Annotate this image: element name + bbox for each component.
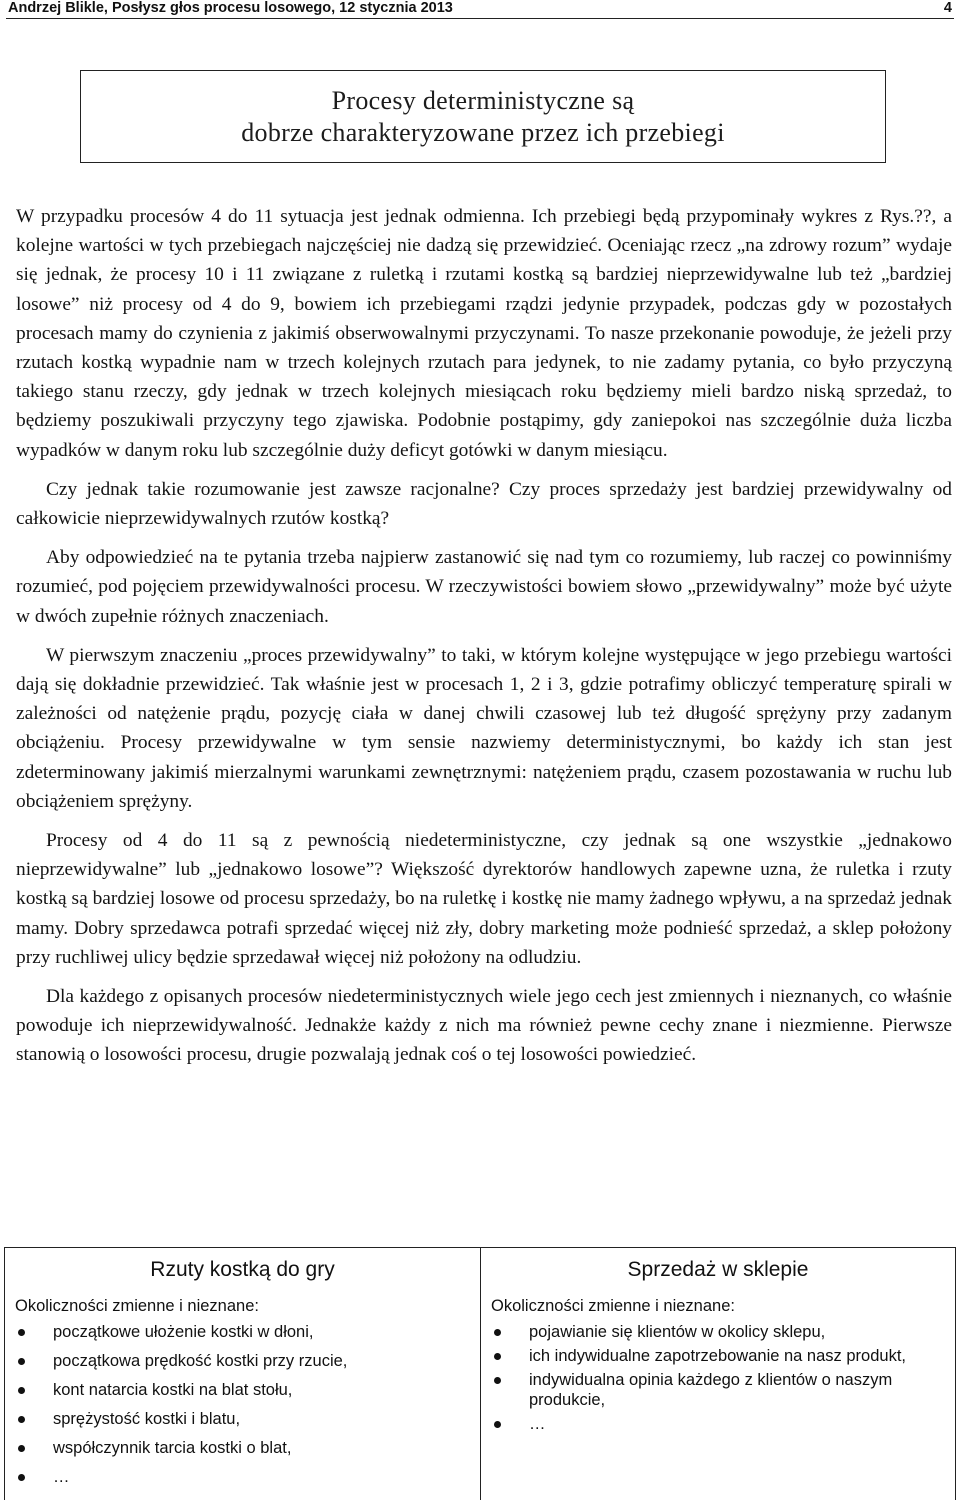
paragraph-3: Aby odpowiedzieć na te pytania trzeba najpierw zastanowić się nad tym co rozumiemy, lub raczej co powinniśmy rozumieć, pod pojęciem przewidywalności procesu. W rzeczywistości bowiem słowo „przewidywalny” może być użyte w dwóch zupełnie różnych znaczeniach.	[16, 547, 952, 627]
bullet-icon	[18, 1445, 25, 1452]
list-item-text: początkowa prędkość kostki przy rzucie,	[53, 1352, 348, 1370]
paragraph-6: Dla każdego z opisanych procesów niedeterministycznych wiele jego cech jest zmiennych i nieznanych, co właśnie powoduje ich nieprzewidywalność. Jednakże każdy z nich ma również pewne cechy znane i niezmienne. Pierwsze stanowią o losowości procesu, drugie pozwalają jednak coś o tej losowości powiedzieć.	[16, 986, 952, 1066]
bullet-icon	[494, 1377, 501, 1384]
section-title-box	[80, 70, 886, 163]
shop-box-subheading: Okoliczności zmienne i nieznane:	[491, 1297, 735, 1315]
paragraph-5: Procesy od 4 do 11 są z pewnością niedeterministyczne, czy jednak są one wszystkie „jednakowo nieprzewidywalne” lub „jednakowo losowe”? Większość dyrektorów handlowych zapewne uzna, że ruletka i rzuty kostką są bardziej losowe od procesu sprzedaży, bo na ruletkę i kostkę nie mamy żadnego wpływu, a na sprzedaż jednak mamy. Dobry sprzedawca potrafi sprzedać więcej niż zły, dobry marketing może podnieść sprzedaż, a sklep położony przy ruchliwej ulicy będzie sprzedawał więcej niż położony na odludziu.	[16, 830, 952, 968]
list-item	[491, 1414, 931, 1434]
list-item-text: …	[529, 1415, 546, 1433]
bullet-icon	[18, 1474, 25, 1481]
dice-box	[4, 1247, 480, 1500]
bullet-icon	[494, 1353, 501, 1360]
header-rule	[6, 18, 954, 19]
header-title: Andrzej Blikle, Posłysz głos procesu losowego, 12 stycznia 2013	[8, 0, 453, 16]
list-item-text: indywidualna opinia każdego z klientów o naszym produkcie,	[529, 1371, 893, 1409]
list-item-text: kont natarcia kostki na blat stołu,	[53, 1381, 293, 1399]
bullet-icon	[18, 1358, 25, 1365]
dice-box-heading: Rzuty kostką do gry	[150, 1258, 335, 1281]
list-item	[491, 1322, 931, 1342]
list-item-text: początkowe ułożenie kostki w dłoni,	[53, 1323, 314, 1341]
bullet-icon	[494, 1421, 501, 1428]
list-item-text: sprężystość kostki i blatu,	[53, 1410, 241, 1428]
bullet-icon	[18, 1329, 25, 1336]
dice-box-subheading: Okoliczności zmienne i nieznane:	[15, 1297, 259, 1315]
list-item-text: ich indywidualne zapotrzebowanie na nasz produkt,	[529, 1347, 906, 1365]
section-title-line-2: dobrze charakteryzowane przez ich przebiegi	[241, 118, 725, 147]
page-number: 4	[943, 0, 952, 16]
list-item	[15, 1380, 455, 1400]
paragraph-2: Czy jednak takie rozumowanie jest zawsze racjonalne? Czy proces sprzedaży jest bardziej przewidywalny od całkowicie nieprzewidywalnych rzutów kostką?	[16, 478, 952, 530]
body-text	[16, 202, 952, 1080]
bullet-icon	[494, 1329, 501, 1336]
list-item	[15, 1438, 455, 1458]
list-item-text: pojawianie się klientów w okolicy sklepu,	[529, 1323, 826, 1341]
list-item-text: …	[53, 1468, 70, 1486]
section-title-line-1: Procesy deterministyczne są	[331, 86, 635, 115]
list-item-text: współczynnik tarcia kostki o blat,	[53, 1439, 292, 1457]
bullet-icon	[18, 1416, 25, 1423]
shop-box	[480, 1247, 956, 1500]
bullet-icon	[18, 1387, 25, 1394]
paragraph-4: W pierwszym znaczeniu „proces przewidywalny” to taki, w którym kolejne występujące w jego przebiegu wartości dają się dokładnie przewidzieć. Tak właśnie jest w procesach 1, 2 i 3, gdzie potrafimy obliczyć temperaturę spirali w zależności od natężenie prądu, pozycję ciała w danej chwili czasowej lub też długość sprężyny przy zadanym obciążeniu. Procesy przewidywalne w tym sensie nazwiemy deterministycznymi, bo każdy ich stan jest zdeterminowany jakimiś mierzalnymi warunkami zewnętrznymi: natężeniem prądu, czasem pozostawania w ruchu lub obciążeniem sprężyny.	[16, 644, 952, 812]
list-item	[15, 1467, 455, 1487]
comparison-table	[4, 1247, 956, 1500]
shop-box-heading: Sprzedaż w sklepie	[627, 1258, 809, 1281]
list-item	[491, 1370, 931, 1410]
shop-box-list	[491, 1322, 931, 1438]
list-item	[15, 1322, 455, 1342]
paragraph-1: W przypadku procesów 4 do 11 sytuacja jest jednak odmienna. Ich przebiegi będą przypominały wykres z Rys.??, a kolejne wartości w tych przebiegach najczęściej nie dadzą się przewidzieć. Oceniając rzecz „na zdrowy rozum” wydaje się jednak, że procesy 10 i 11 związane z ruletką i rzutami kostką są bardziej nieprzewidywalne lub też „bardziej losowe” niż procesy od 4 do 9, bowiem ich przebiegami rządzi jedynie przypadek, podczas gdy w pozostałych procesach mamy do czynienia z jakimiś obserwowalnymi przyczynami. To nasze przekonanie powoduje, że jeżeli przy rzutach kostką wypadnie nam w trzech kolejnych rzutach para jedynek, to nie zadamy pytania, co było przyczyną takiego stanu rzeczy, gdy jednak w trzech kolejnych miesiącach roku będziemy mieli bardzo niską sprzedaż, to będziemy poszukiwali przyczyny tego zjawiska. Podobnie postąpimy, gdy zaniepokoi nas szczególnie duża liczba wypadków w danym roku lub szczególnie duży deficyt gotówki w danym miesiącu.	[16, 206, 952, 461]
list-item	[15, 1409, 455, 1429]
dice-box-list	[15, 1322, 455, 1496]
page-header	[0, 0, 960, 18]
list-item	[491, 1346, 931, 1366]
list-item	[15, 1351, 455, 1371]
